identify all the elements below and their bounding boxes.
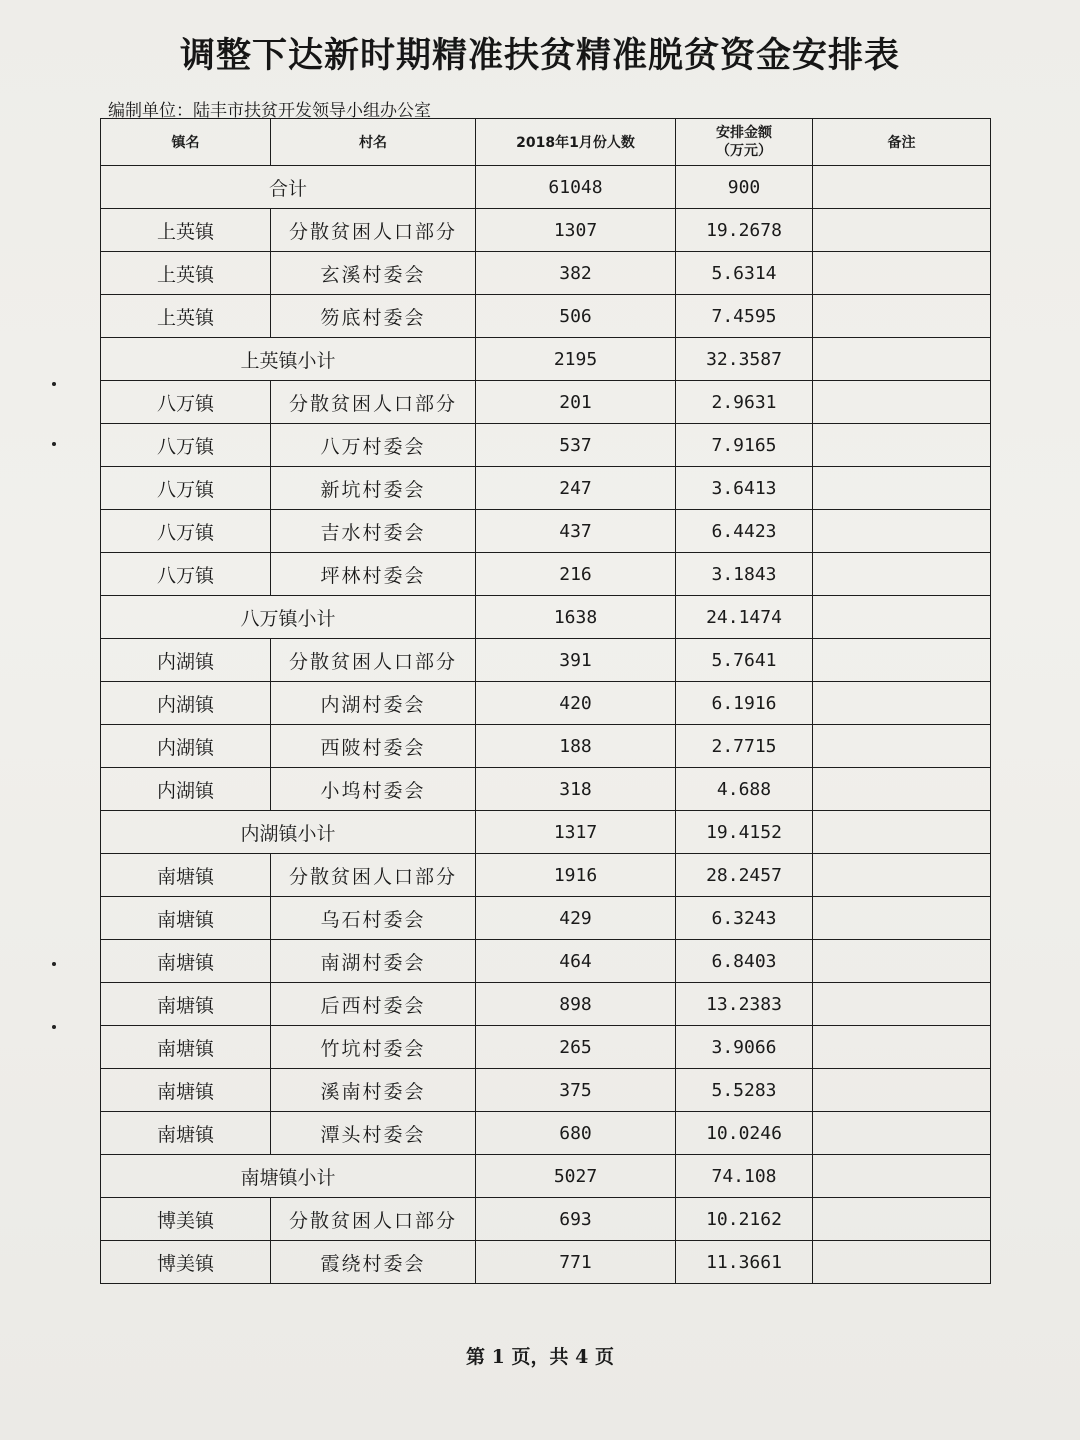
village-cell: 玄溪村委会 xyxy=(271,252,476,295)
subtotal-population: 2195 xyxy=(476,338,676,381)
village-cell: 霞绕村委会 xyxy=(271,1241,476,1284)
subtotal-remarks xyxy=(813,1155,991,1198)
population-cell: 265 xyxy=(476,1026,676,1069)
amount-cell: 6.4423 xyxy=(676,510,813,553)
subtotal-population: 1317 xyxy=(476,811,676,854)
amount-cell: 3.1843 xyxy=(676,553,813,596)
remarks-cell xyxy=(813,983,991,1026)
subtotal-label: 南塘镇小计 xyxy=(101,1155,476,1198)
header-town: 镇名 xyxy=(101,119,271,166)
remarks-cell xyxy=(813,682,991,725)
village-cell: 吉水村委会 xyxy=(271,510,476,553)
remarks-cell xyxy=(813,1069,991,1112)
village-cell: 分散贫困人口部分 xyxy=(271,639,476,682)
town-cell: 南塘镇 xyxy=(101,1112,271,1155)
village-cell: 坪林村委会 xyxy=(271,553,476,596)
town-cell: 南塘镇 xyxy=(101,1026,271,1069)
table-row xyxy=(101,1026,991,1069)
town-cell: 南塘镇 xyxy=(101,854,271,897)
town-cell: 南塘镇 xyxy=(101,940,271,983)
subtotal-row xyxy=(101,338,991,381)
population-cell: 771 xyxy=(476,1241,676,1284)
amount-cell: 6.3243 xyxy=(676,897,813,940)
village-cell: 八万村委会 xyxy=(271,424,476,467)
amount-cell: 3.9066 xyxy=(676,1026,813,1069)
header-remarks: 备注 xyxy=(813,119,991,166)
village-cell: 小坞村委会 xyxy=(271,768,476,811)
town-cell: 八万镇 xyxy=(101,553,271,596)
amount-cell: 2.9631 xyxy=(676,381,813,424)
subtotal-population: 1638 xyxy=(476,596,676,639)
margin-mark xyxy=(52,1025,56,1029)
amount-cell: 5.6314 xyxy=(676,252,813,295)
town-cell: 八万镇 xyxy=(101,424,271,467)
subtotal-remarks xyxy=(813,811,991,854)
remarks-cell xyxy=(813,897,991,940)
village-cell: 西陂村委会 xyxy=(271,725,476,768)
table-row xyxy=(101,381,991,424)
subtotal-remarks xyxy=(813,596,991,639)
table-row xyxy=(101,510,991,553)
page-footer: 第 1 页，共 4 页 xyxy=(466,1346,614,1368)
population-cell: 537 xyxy=(476,424,676,467)
population-cell: 201 xyxy=(476,381,676,424)
subtotal-amount: 24.1474 xyxy=(676,596,813,639)
population-cell: 216 xyxy=(476,553,676,596)
remarks-cell xyxy=(813,725,991,768)
subtotal-remarks xyxy=(813,338,991,381)
amount-cell: 28.2457 xyxy=(676,854,813,897)
margin-mark xyxy=(52,962,56,966)
amount-cell: 19.2678 xyxy=(676,209,813,252)
population-cell: 391 xyxy=(476,639,676,682)
amount-cell: 4.688 xyxy=(676,768,813,811)
amount-cell: 10.0246 xyxy=(676,1112,813,1155)
grand-total-row xyxy=(101,166,991,209)
population-cell: 506 xyxy=(476,295,676,338)
population-cell: 437 xyxy=(476,510,676,553)
amount-cell: 2.7715 xyxy=(676,725,813,768)
amount-cell: 5.7641 xyxy=(676,639,813,682)
remarks-cell xyxy=(813,1026,991,1069)
population-cell: 382 xyxy=(476,252,676,295)
town-cell: 上英镇 xyxy=(101,209,271,252)
population-cell: 429 xyxy=(476,897,676,940)
remarks-cell xyxy=(813,1241,991,1284)
table-row xyxy=(101,1241,991,1284)
remarks-cell xyxy=(813,854,991,897)
remarks-cell xyxy=(813,639,991,682)
subtotal-amount: 19.4152 xyxy=(676,811,813,854)
amount-cell: 7.9165 xyxy=(676,424,813,467)
table-row xyxy=(101,897,991,940)
table-row xyxy=(101,467,991,510)
table-row xyxy=(101,854,991,897)
margin-mark xyxy=(52,442,56,446)
subtotal-label: 上英镇小计 xyxy=(101,338,476,381)
remarks-cell xyxy=(813,252,991,295)
remarks-cell xyxy=(813,295,991,338)
town-cell: 内湖镇 xyxy=(101,768,271,811)
amount-cell: 10.2162 xyxy=(676,1198,813,1241)
village-cell: 竹坑村委会 xyxy=(271,1026,476,1069)
grand-total-remarks xyxy=(813,166,991,209)
town-cell: 八万镇 xyxy=(101,381,271,424)
town-cell: 南塘镇 xyxy=(101,897,271,940)
population-cell: 188 xyxy=(476,725,676,768)
table-row xyxy=(101,295,991,338)
village-cell: 新坑村委会 xyxy=(271,467,476,510)
population-cell: 420 xyxy=(476,682,676,725)
amount-cell: 5.5283 xyxy=(676,1069,813,1112)
town-cell: 博美镇 xyxy=(101,1241,271,1284)
town-cell: 内湖镇 xyxy=(101,725,271,768)
remarks-cell xyxy=(813,510,991,553)
town-cell: 内湖镇 xyxy=(101,682,271,725)
table-row xyxy=(101,1198,991,1241)
header-population: 2018年1月份人数 xyxy=(476,119,676,166)
amount-cell: 11.3661 xyxy=(676,1241,813,1284)
header-amount-line2: （万元） xyxy=(716,143,772,159)
remarks-cell xyxy=(813,940,991,983)
amount-cell: 6.8403 xyxy=(676,940,813,983)
population-cell: 247 xyxy=(476,467,676,510)
village-cell: 内湖村委会 xyxy=(271,682,476,725)
population-cell: 375 xyxy=(476,1069,676,1112)
table-header-row xyxy=(101,119,991,166)
subtotal-row xyxy=(101,1155,991,1198)
table-row xyxy=(101,940,991,983)
village-cell: 后西村委会 xyxy=(271,983,476,1026)
subtotal-amount: 74.108 xyxy=(676,1155,813,1198)
amount-cell: 6.1916 xyxy=(676,682,813,725)
subtotal-amount: 32.3587 xyxy=(676,338,813,381)
table-row xyxy=(101,553,991,596)
table-row xyxy=(101,1112,991,1155)
grand-total-amount: 900 xyxy=(676,166,813,209)
table-row xyxy=(101,424,991,467)
margin-mark xyxy=(52,382,56,386)
remarks-cell xyxy=(813,553,991,596)
table-row xyxy=(101,252,991,295)
table-row xyxy=(101,768,991,811)
table-row xyxy=(101,209,991,252)
population-cell: 680 xyxy=(476,1112,676,1155)
remarks-cell xyxy=(813,1112,991,1155)
grand-total-label: 合计 xyxy=(101,166,476,209)
town-cell: 博美镇 xyxy=(101,1198,271,1241)
population-cell: 898 xyxy=(476,983,676,1026)
table-row xyxy=(101,639,991,682)
population-cell: 318 xyxy=(476,768,676,811)
population-cell: 1307 xyxy=(476,209,676,252)
amount-cell: 13.2383 xyxy=(676,983,813,1026)
remarks-cell xyxy=(813,424,991,467)
village-cell: 潭头村委会 xyxy=(271,1112,476,1155)
remarks-cell xyxy=(813,768,991,811)
header-village: 村名 xyxy=(271,119,476,166)
remarks-cell xyxy=(813,381,991,424)
population-cell: 1916 xyxy=(476,854,676,897)
subtotal-row xyxy=(101,811,991,854)
village-cell: 分散贫困人口部分 xyxy=(271,381,476,424)
subtotal-label: 八万镇小计 xyxy=(101,596,476,639)
grand-total-population: 61048 xyxy=(476,166,676,209)
allocation-table xyxy=(100,118,991,1284)
village-cell: 分散贫困人口部分 xyxy=(271,1198,476,1241)
table-row xyxy=(101,682,991,725)
remarks-cell xyxy=(813,1198,991,1241)
town-cell: 上英镇 xyxy=(101,252,271,295)
town-cell: 南塘镇 xyxy=(101,1069,271,1112)
village-cell: 乌石村委会 xyxy=(271,897,476,940)
compiler-unit: 编制单位：陆丰市扶贫开发领导小组办公室 xyxy=(108,101,431,121)
table-row xyxy=(101,725,991,768)
subtotal-row xyxy=(101,596,991,639)
subtotal-population: 5027 xyxy=(476,1155,676,1198)
village-cell: 分散贫困人口部分 xyxy=(271,854,476,897)
remarks-cell xyxy=(813,209,991,252)
town-cell: 内湖镇 xyxy=(101,639,271,682)
remarks-cell xyxy=(813,467,991,510)
town-cell: 八万镇 xyxy=(101,510,271,553)
town-cell: 八万镇 xyxy=(101,467,271,510)
header-amount-line1: 安排金额 xyxy=(716,125,772,141)
header-amount xyxy=(676,119,813,166)
village-cell: 笏底村委会 xyxy=(271,295,476,338)
table-row xyxy=(101,983,991,1026)
village-cell: 溪南村委会 xyxy=(271,1069,476,1112)
village-cell: 分散贫困人口部分 xyxy=(271,209,476,252)
village-cell: 南湖村委会 xyxy=(271,940,476,983)
population-cell: 464 xyxy=(476,940,676,983)
population-cell: 693 xyxy=(476,1198,676,1241)
town-cell: 上英镇 xyxy=(101,295,271,338)
town-cell: 南塘镇 xyxy=(101,983,271,1026)
document-title: 调整下达新时期精准扶贫精准脱贫资金安排表 xyxy=(179,36,900,76)
amount-cell: 7.4595 xyxy=(676,295,813,338)
subtotal-label: 内湖镇小计 xyxy=(101,811,476,854)
amount-cell: 3.6413 xyxy=(676,467,813,510)
table-row xyxy=(101,1069,991,1112)
